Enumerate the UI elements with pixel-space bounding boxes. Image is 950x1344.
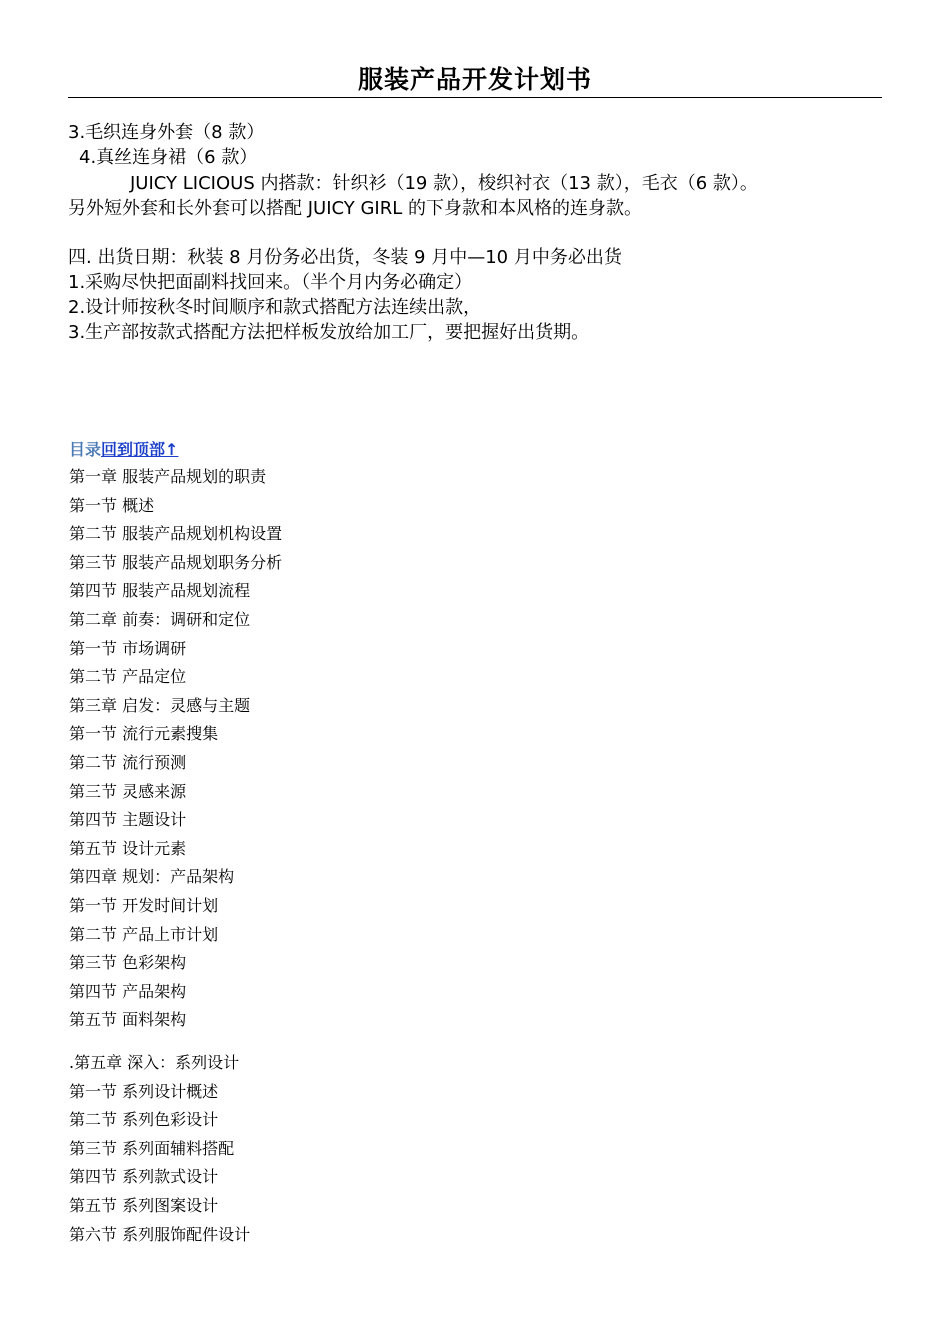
back-to-top-link[interactable] [101,440,178,459]
body-line: 四. 出货日期：秋装 8 月份务必出货，冬装 9 月中—10 月中务必出货 [68,247,622,268]
body-line: 1.采购尽快把面副料找回来。（半个月内务必确定） [68,272,473,293]
toc-item[interactable]: 第三节 服装产品规划职务分析 [69,552,283,572]
toc-item[interactable]: 第一章 服装产品规划的职责 [69,467,267,486]
page-title: 服装产品开发计划书 [357,65,592,94]
toc-item[interactable]: 第四节 产品架构 [69,981,187,1001]
toc-item[interactable]: 第二章 前奏：调研和定位 [69,610,251,629]
toc-header [69,438,178,462]
title-underline [68,97,882,98]
body-line: 2.设计师按秋冬时间顺序和款式搭配方法连续出款， [68,297,482,318]
toc-item[interactable]: 第三章 启发：灵感与主题 [69,695,251,715]
toc-item[interactable]: 第五节 系列图案设计 [69,1196,219,1215]
toc-item[interactable]: 第四节 主题设计 [69,810,187,830]
toc-item[interactable]: 第五节 设计元素 [69,838,187,858]
toc-item[interactable]: 第一节 概述 [69,495,155,515]
toc-item[interactable]: 第四节 服装产品规划流程 [69,581,251,601]
toc-item[interactable]: 第五节 面料架构 [69,1010,187,1030]
toc-item[interactable]: 第一节 市场调研 [69,638,187,658]
toc-item[interactable]: 第四章 规划：产品架构 [69,867,235,887]
toc-item[interactable]: 第六节 系列服饰配件设计 [69,1224,251,1244]
toc-item[interactable]: 第一节 系列设计概述 [69,1081,219,1101]
back-to-top-label: 回到顶部 [101,440,166,459]
toc-item[interactable]: 第二节 流行预测 [69,753,187,772]
body-line: 3.生产部按款式搭配方法把样板发放给加工厂，要把握好出货期。 [68,322,590,343]
toc-item[interactable]: 第二节 服装产品规划机构设置 [69,524,283,544]
arrow-up-icon: ↑ [165,440,179,459]
toc-item[interactable]: 第一节 开发时间计划 [69,896,219,915]
toc-item[interactable]: 第一节 流行元素搜集 [69,724,219,744]
toc-item[interactable]: 第二节 产品定位 [69,667,187,687]
toc-item[interactable]: 第三节 灵感来源 [69,781,187,801]
body-line: 另外短外套和长外套可以搭配 JUICY GIRL 的下身款和本风格的连身款。 [68,198,642,219]
toc-item[interactable]: 第三节 色彩架构 [69,953,187,973]
toc-item[interactable]: 第四节 系列款式设计 [69,1167,219,1187]
toc-item[interactable]: 第三节 系列面辅料搭配 [69,1138,235,1158]
toc-label: 目录 [69,440,102,459]
body-line: 3.毛织连身外套（8 款） [68,122,265,143]
body-line: JUICY LICIOUS 内搭款：针织衫（19 款），梭织衬衣（13 款），毛衣（6 款）。 [130,173,758,194]
body-line: 4.真丝连身裙（6 款） [79,147,258,168]
toc-item[interactable]: .第五章 深入：系列设计 [69,1053,240,1072]
toc-item[interactable]: 第二节 产品上市计划 [69,924,219,944]
toc-item[interactable]: 第二节 系列色彩设计 [69,1110,219,1130]
